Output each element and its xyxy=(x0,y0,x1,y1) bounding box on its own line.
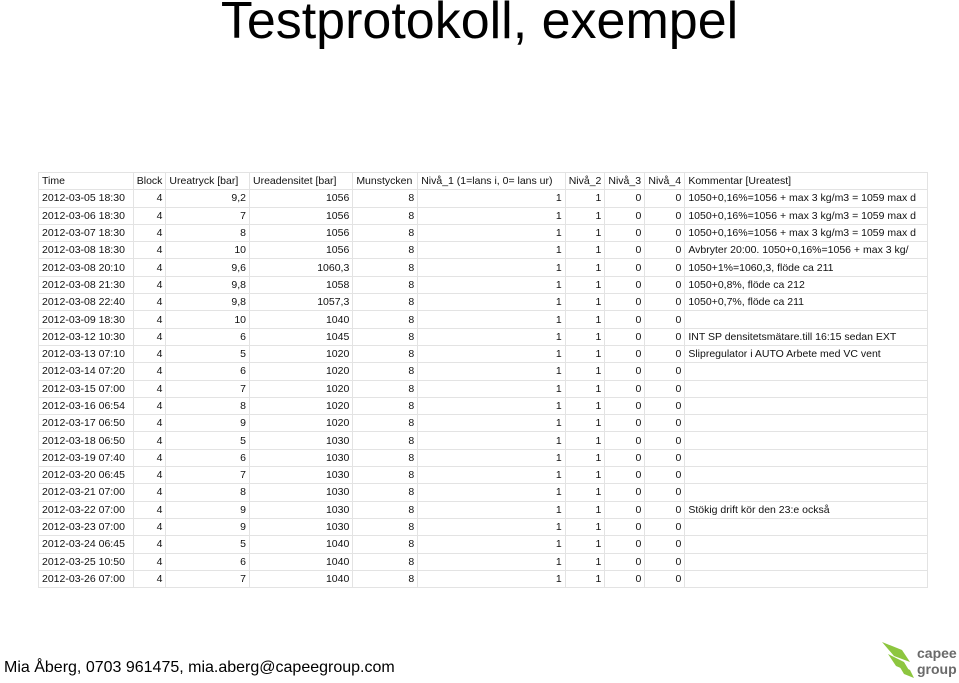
table-cell: 1 xyxy=(418,415,566,432)
column-header: Nivå_3 xyxy=(605,173,645,190)
table-cell: 1040 xyxy=(250,553,353,570)
comment-cell: Stökig drift kör den 23:e också xyxy=(685,501,928,518)
table-cell: 1 xyxy=(418,432,566,449)
column-header: Kommentar [Ureatest] xyxy=(685,173,928,190)
table-cell: 1045 xyxy=(250,328,353,345)
table-row xyxy=(39,536,928,553)
table-cell: 0 xyxy=(645,501,685,518)
table-cell: 1 xyxy=(418,224,566,241)
table-cell: 8 xyxy=(353,276,418,293)
table-row xyxy=(39,259,928,276)
comment-cell xyxy=(685,432,928,449)
table-cell: 0 xyxy=(645,536,685,553)
table-cell: 0 xyxy=(645,518,685,535)
time-cell: 2012-03-24 06:45 xyxy=(39,536,134,553)
table-cell: 4 xyxy=(133,432,166,449)
table-cell: 4 xyxy=(133,518,166,535)
table-cell: 0 xyxy=(605,224,645,241)
table-cell: 10 xyxy=(166,311,250,328)
logo-text-group: group xyxy=(917,661,957,677)
table-cell: 8 xyxy=(166,224,250,241)
table-cell: 0 xyxy=(605,570,645,587)
logo-text-capee: capee xyxy=(917,645,957,661)
table-row xyxy=(39,224,928,241)
table-cell: 1 xyxy=(565,467,605,484)
table-row xyxy=(39,570,928,587)
table-cell: 1 xyxy=(418,328,566,345)
table-cell: 9,6 xyxy=(166,259,250,276)
table-cell: 1040 xyxy=(250,570,353,587)
comment-cell xyxy=(685,415,928,432)
table-cell: 4 xyxy=(133,259,166,276)
table-cell: 0 xyxy=(605,432,645,449)
time-cell: 2012-03-08 20:10 xyxy=(39,259,134,276)
table-cell: 10 xyxy=(166,242,250,259)
table-cell: 4 xyxy=(133,345,166,362)
table-cell: 8 xyxy=(353,190,418,207)
table-cell: 5 xyxy=(166,432,250,449)
table-cell: 8 xyxy=(166,397,250,414)
table-cell: 1040 xyxy=(250,311,353,328)
table-cell: 4 xyxy=(133,224,166,241)
table-cell: 1056 xyxy=(250,190,353,207)
table-cell: 0 xyxy=(605,484,645,501)
comment-cell xyxy=(685,518,928,535)
table-cell: 1 xyxy=(418,207,566,224)
comment-cell xyxy=(685,467,928,484)
table-cell: 9 xyxy=(166,501,250,518)
table-cell: 1020 xyxy=(250,415,353,432)
table-cell: 8 xyxy=(353,397,418,414)
table-cell: 8 xyxy=(353,345,418,362)
table-cell: 1 xyxy=(565,190,605,207)
table-cell: 0 xyxy=(645,207,685,224)
table-cell: 8 xyxy=(353,570,418,587)
column-header: Ureadensitet [bar] xyxy=(250,173,353,190)
column-header: Block xyxy=(133,173,166,190)
table-row xyxy=(39,397,928,414)
table-cell: 9 xyxy=(166,518,250,535)
table-cell: 0 xyxy=(645,276,685,293)
table-cell: 6 xyxy=(166,449,250,466)
table-cell: 1030 xyxy=(250,449,353,466)
table-cell: 1030 xyxy=(250,432,353,449)
table-cell: 1 xyxy=(565,536,605,553)
table-cell: 8 xyxy=(353,363,418,380)
table-cell: 1 xyxy=(565,363,605,380)
table-cell: 0 xyxy=(605,536,645,553)
comment-cell: 1050+1%=1060,3, flöde ca 211 xyxy=(685,259,928,276)
table-cell: 0 xyxy=(645,467,685,484)
time-cell: 2012-03-21 07:00 xyxy=(39,484,134,501)
slide-title: Testprotokoll, exempel xyxy=(220,0,739,50)
table-cell: 1 xyxy=(418,501,566,518)
table-cell: 0 xyxy=(605,294,645,311)
table-cell: 1 xyxy=(418,294,566,311)
table-cell: 0 xyxy=(645,311,685,328)
time-cell: 2012-03-13 07:10 xyxy=(39,345,134,362)
table-cell: 8 xyxy=(353,328,418,345)
table-cell: 0 xyxy=(645,328,685,345)
table-cell: 8 xyxy=(353,294,418,311)
table-cell: 1 xyxy=(565,501,605,518)
table-cell: 1020 xyxy=(250,363,353,380)
table-cell: 7 xyxy=(166,380,250,397)
table-cell: 1 xyxy=(565,432,605,449)
table-cell: 1020 xyxy=(250,380,353,397)
table-cell: 1 xyxy=(418,363,566,380)
time-cell: 2012-03-26 07:00 xyxy=(39,570,134,587)
table-cell: 4 xyxy=(133,397,166,414)
table-cell: 8 xyxy=(353,224,418,241)
table-cell: 0 xyxy=(645,553,685,570)
table-cell: 9,8 xyxy=(166,294,250,311)
comment-cell xyxy=(685,380,928,397)
table-cell: 4 xyxy=(133,484,166,501)
comment-cell xyxy=(685,553,928,570)
table-cell: 8 xyxy=(166,484,250,501)
table-cell: 4 xyxy=(133,553,166,570)
table-cell: 0 xyxy=(605,276,645,293)
column-header: Nivå_2 xyxy=(565,173,605,190)
time-cell: 2012-03-25 10:50 xyxy=(39,553,134,570)
time-cell: 2012-03-23 07:00 xyxy=(39,518,134,535)
table-cell: 1 xyxy=(565,553,605,570)
time-cell: 2012-03-08 21:30 xyxy=(39,276,134,293)
table-row xyxy=(39,432,928,449)
comment-cell: 1050+0,16%=1056 + max 3 kg/m3 = 1059 max d xyxy=(685,224,928,241)
table-cell: 0 xyxy=(605,397,645,414)
table-cell: 8 xyxy=(353,553,418,570)
table-cell: 1 xyxy=(565,345,605,362)
comment-cell: 1050+0,16%=1056 + max 3 kg/m3 = 1059 max d xyxy=(685,190,928,207)
comment-cell xyxy=(685,397,928,414)
time-cell: 2012-03-19 07:40 xyxy=(39,449,134,466)
comment-cell xyxy=(685,484,928,501)
table-cell: 6 xyxy=(166,363,250,380)
table-cell: 1 xyxy=(565,294,605,311)
table-cell: 0 xyxy=(645,484,685,501)
table-cell: 9,8 xyxy=(166,276,250,293)
table-cell: 0 xyxy=(605,328,645,345)
column-header: Ureatryck [bar] xyxy=(166,173,250,190)
table-cell: 1 xyxy=(418,380,566,397)
table-cell: 1 xyxy=(418,553,566,570)
footer-contact: Mia Åberg, 0703 961475, mia.aberg@capeegroup.com xyxy=(4,659,395,676)
table-cell: 1 xyxy=(565,224,605,241)
table-row xyxy=(39,553,928,570)
table-cell: 4 xyxy=(133,363,166,380)
table-row xyxy=(39,345,928,362)
table-cell: 1 xyxy=(565,449,605,466)
table-row xyxy=(39,518,928,535)
table-cell: 0 xyxy=(605,207,645,224)
table-cell: 1056 xyxy=(250,242,353,259)
table-cell: 1030 xyxy=(250,518,353,535)
table-cell: 1030 xyxy=(250,484,353,501)
table-cell: 0 xyxy=(645,432,685,449)
table-row xyxy=(39,207,928,224)
table-cell: 0 xyxy=(645,259,685,276)
time-cell: 2012-03-16 06:54 xyxy=(39,397,134,414)
table-cell: 1 xyxy=(565,415,605,432)
table-cell: 1030 xyxy=(250,467,353,484)
table-cell: 0 xyxy=(645,397,685,414)
table-cell: 4 xyxy=(133,207,166,224)
time-cell: 2012-03-12 10:30 xyxy=(39,328,134,345)
table-cell: 8 xyxy=(353,242,418,259)
table-cell: 0 xyxy=(605,467,645,484)
table-cell: 1040 xyxy=(250,536,353,553)
time-cell: 2012-03-22 07:00 xyxy=(39,501,134,518)
table-cell: 0 xyxy=(605,415,645,432)
table-cell: 1 xyxy=(418,345,566,362)
table-row xyxy=(39,242,928,259)
table-row xyxy=(39,380,928,397)
table-cell: 1 xyxy=(418,449,566,466)
table-cell: 1 xyxy=(418,467,566,484)
table-cell: 1 xyxy=(565,242,605,259)
table-row xyxy=(39,449,928,466)
table-cell: 1058 xyxy=(250,276,353,293)
table-cell: 4 xyxy=(133,311,166,328)
table-cell: 4 xyxy=(133,467,166,484)
column-header: Munstycken xyxy=(353,173,418,190)
table-cell: 0 xyxy=(605,242,645,259)
table-row xyxy=(39,363,928,380)
time-cell: 2012-03-08 18:30 xyxy=(39,242,134,259)
table-cell: 6 xyxy=(166,553,250,570)
time-cell: 2012-03-07 18:30 xyxy=(39,224,134,241)
comment-cell: Slipregulator i AUTO Arbete med VC vent xyxy=(685,345,928,362)
table-cell: 0 xyxy=(605,311,645,328)
table-cell: 1 xyxy=(418,190,566,207)
table-cell: 0 xyxy=(605,345,645,362)
table-cell: 0 xyxy=(605,190,645,207)
table-cell: 1030 xyxy=(250,501,353,518)
table-row xyxy=(39,190,928,207)
table-cell: 7 xyxy=(166,467,250,484)
table-row xyxy=(39,484,928,501)
table-cell: 8 xyxy=(353,536,418,553)
comment-cell: 1050+0,16%=1056 + max 3 kg/m3 = 1059 max d xyxy=(685,207,928,224)
table-cell: 1 xyxy=(418,276,566,293)
time-cell: 2012-03-08 22:40 xyxy=(39,294,134,311)
table-cell: 4 xyxy=(133,380,166,397)
table-cell: 1 xyxy=(418,570,566,587)
table-cell: 0 xyxy=(645,449,685,466)
comment-cell xyxy=(685,449,928,466)
table-cell: 7 xyxy=(166,207,250,224)
table-cell: 5 xyxy=(166,536,250,553)
table-cell: 8 xyxy=(353,449,418,466)
table-row xyxy=(39,501,928,518)
table-cell: 1 xyxy=(418,518,566,535)
table-cell: 4 xyxy=(133,190,166,207)
table-cell: 8 xyxy=(353,432,418,449)
table-row xyxy=(39,467,928,484)
table-cell: 9,2 xyxy=(166,190,250,207)
table-cell: 0 xyxy=(645,380,685,397)
table-header-row xyxy=(39,173,928,190)
table-cell: 7 xyxy=(166,570,250,587)
table-cell: 4 xyxy=(133,242,166,259)
table-cell: 1 xyxy=(565,259,605,276)
table-cell: 0 xyxy=(645,570,685,587)
table-cell: 1 xyxy=(565,276,605,293)
table-body xyxy=(39,190,928,588)
time-cell: 2012-03-17 06:50 xyxy=(39,415,134,432)
table-cell: 1 xyxy=(565,570,605,587)
table-row xyxy=(39,311,928,328)
time-cell: 2012-03-06 18:30 xyxy=(39,207,134,224)
comment-cell: Avbryter 20:00. 1050+0,16%=1056 + max 3 kg/ xyxy=(685,242,928,259)
table-cell: 0 xyxy=(645,363,685,380)
test-protocol-table xyxy=(38,172,928,588)
table-cell: 1060,3 xyxy=(250,259,353,276)
table-cell: 1056 xyxy=(250,224,353,241)
table-cell: 8 xyxy=(353,311,418,328)
comment-cell xyxy=(685,311,928,328)
comment-cell xyxy=(685,570,928,587)
table-cell: 4 xyxy=(133,294,166,311)
table-cell: 0 xyxy=(605,380,645,397)
table-cell: 8 xyxy=(353,518,418,535)
column-header: Nivå_1 (1=lans i, 0= lans ur) xyxy=(418,173,566,190)
spreadsheet-screenshot xyxy=(38,172,928,592)
table-cell: 1 xyxy=(565,207,605,224)
table-row xyxy=(39,294,928,311)
table-cell: 1 xyxy=(418,484,566,501)
table-cell: 1 xyxy=(565,380,605,397)
table-cell: 0 xyxy=(605,553,645,570)
table-cell: 1 xyxy=(418,397,566,414)
comment-cell xyxy=(685,536,928,553)
table-cell: 1 xyxy=(565,518,605,535)
table-cell: 4 xyxy=(133,449,166,466)
table-row xyxy=(39,415,928,432)
table-cell: 4 xyxy=(133,328,166,345)
table-cell: 0 xyxy=(645,415,685,432)
table-cell: 4 xyxy=(133,276,166,293)
table-cell: 9 xyxy=(166,415,250,432)
table-cell: 0 xyxy=(645,190,685,207)
table-cell: 1020 xyxy=(250,345,353,362)
table-cell: 0 xyxy=(605,363,645,380)
time-cell: 2012-03-09 18:30 xyxy=(39,311,134,328)
table-row xyxy=(39,328,928,345)
table-cell: 4 xyxy=(133,536,166,553)
table-cell: 1 xyxy=(565,328,605,345)
comment-cell: 1050+0,8%, flöde ca 212 xyxy=(685,276,928,293)
table-cell: 0 xyxy=(605,518,645,535)
table-cell: 8 xyxy=(353,484,418,501)
comment-cell xyxy=(685,363,928,380)
table-cell: 1 xyxy=(565,397,605,414)
column-header: Time xyxy=(39,173,134,190)
table-cell: 8 xyxy=(353,501,418,518)
table-cell: 8 xyxy=(353,415,418,432)
table-cell: 0 xyxy=(645,224,685,241)
column-header: Nivå_4 xyxy=(645,173,685,190)
table-cell: 4 xyxy=(133,415,166,432)
table-cell: 8 xyxy=(353,380,418,397)
time-cell: 2012-03-05 18:30 xyxy=(39,190,134,207)
table-cell: 1020 xyxy=(250,397,353,414)
table-cell: 0 xyxy=(645,345,685,362)
time-cell: 2012-03-18 06:50 xyxy=(39,432,134,449)
table-cell: 1057,3 xyxy=(250,294,353,311)
table-cell: 1 xyxy=(565,484,605,501)
table-cell: 0 xyxy=(605,501,645,518)
table-cell: 8 xyxy=(353,259,418,276)
time-cell: 2012-03-20 06:45 xyxy=(39,467,134,484)
table-cell: 4 xyxy=(133,570,166,587)
table-cell: 0 xyxy=(645,294,685,311)
time-cell: 2012-03-14 07:20 xyxy=(39,363,134,380)
table-cell: 1 xyxy=(418,259,566,276)
table-cell: 5 xyxy=(166,345,250,362)
table-cell: 1056 xyxy=(250,207,353,224)
time-cell: 2012-03-15 07:00 xyxy=(39,380,134,397)
table-cell: 6 xyxy=(166,328,250,345)
table-cell: 4 xyxy=(133,501,166,518)
comment-cell: 1050+0,7%, flöde ca 211 xyxy=(685,294,928,311)
table-cell: 0 xyxy=(605,449,645,466)
table-cell: 1 xyxy=(565,311,605,328)
table-row xyxy=(39,276,928,293)
table-cell: 8 xyxy=(353,207,418,224)
table-cell: 8 xyxy=(353,467,418,484)
table-cell: 1 xyxy=(418,242,566,259)
table-cell: 1 xyxy=(418,536,566,553)
table-cell: 0 xyxy=(645,242,685,259)
table-cell: 0 xyxy=(605,259,645,276)
table-cell: 1 xyxy=(418,311,566,328)
comment-cell: INT SP densitetsmätare.till 16:15 sedan EXT xyxy=(685,328,928,345)
